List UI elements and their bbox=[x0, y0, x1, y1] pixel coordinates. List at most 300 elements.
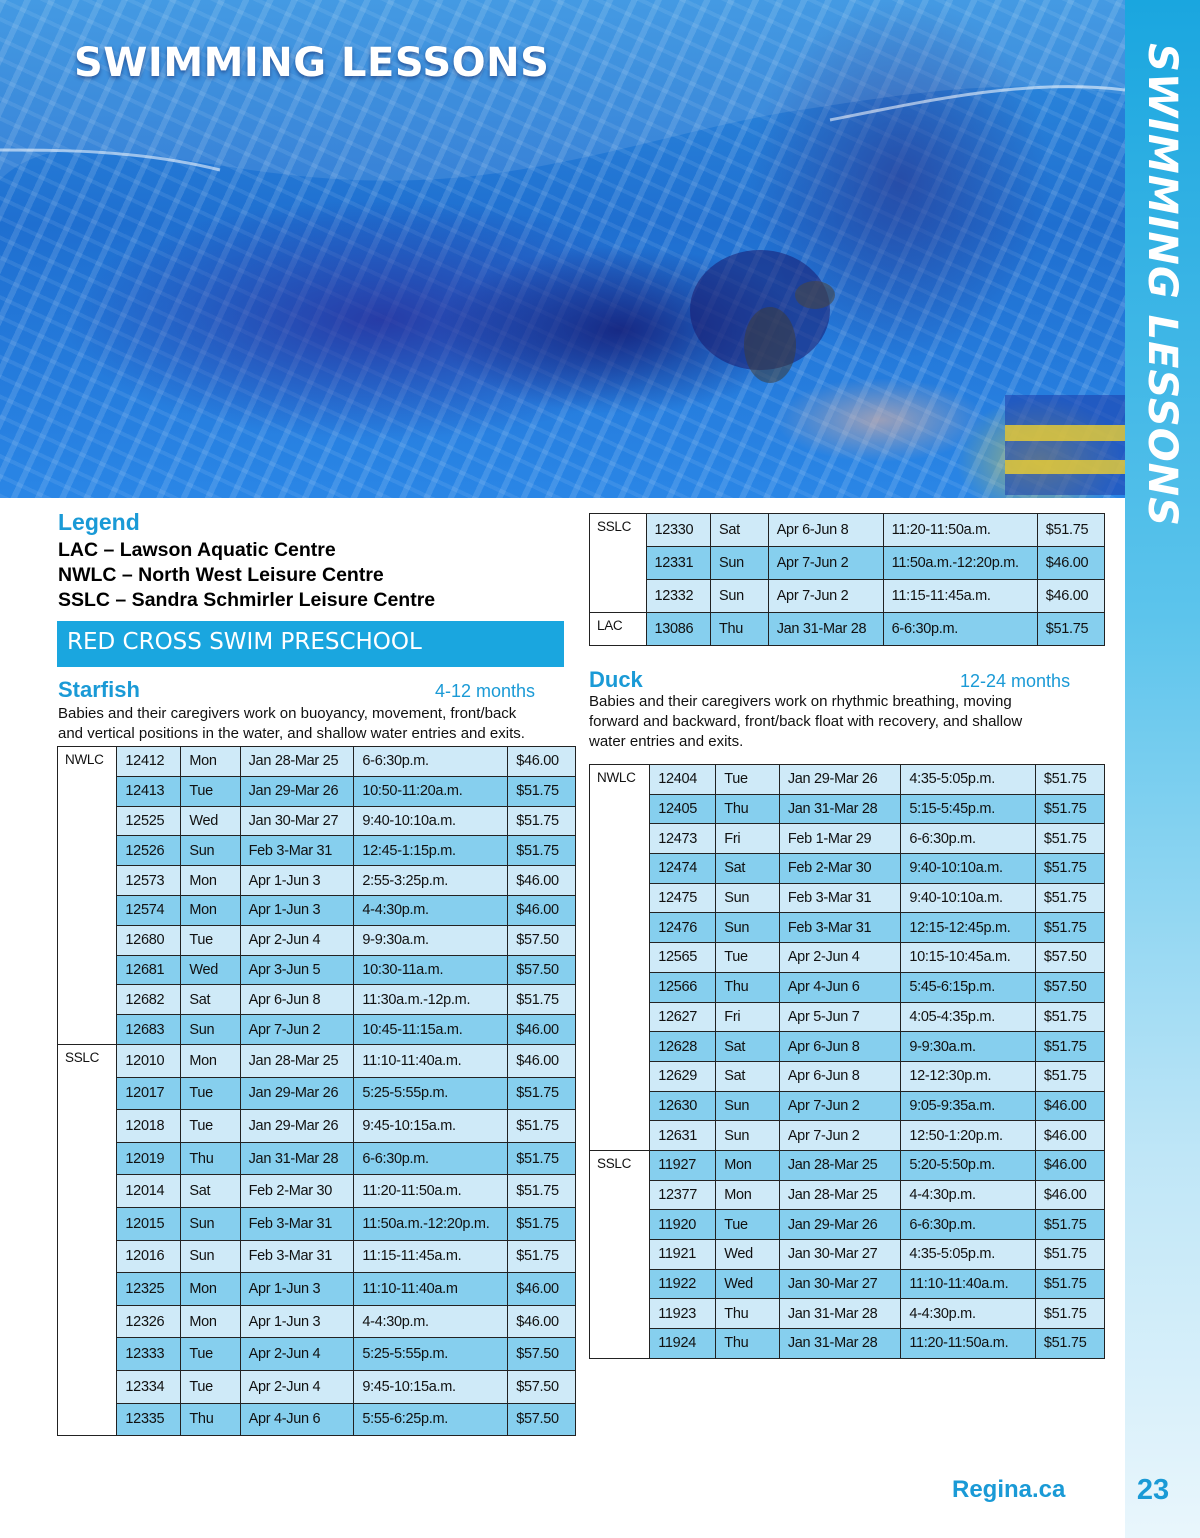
site-url: Regina.ca bbox=[952, 1476, 1066, 1503]
table-row bbox=[58, 866, 576, 896]
date-range-cell: Feb 1-Mar 29 bbox=[779, 824, 901, 854]
date-range-cell: Jan 28-Mar 25 bbox=[779, 1180, 901, 1210]
fee-cell: $51.75 bbox=[508, 1077, 576, 1110]
table-row bbox=[590, 580, 1105, 613]
course-code-cell: 12566 bbox=[650, 972, 716, 1002]
day-cell: Sat bbox=[716, 1061, 780, 1091]
fee-cell: $46.00 bbox=[1035, 1150, 1104, 1180]
time-cell: 11:50a.m.-12:20p.m. bbox=[354, 1207, 508, 1240]
day-cell: Tue bbox=[181, 1077, 240, 1110]
date-range-cell: Feb 3-Mar 31 bbox=[779, 883, 901, 913]
course-code-cell: 12335 bbox=[117, 1403, 181, 1436]
time-cell: 11:10-11:40a.m. bbox=[901, 1269, 1036, 1299]
course-code-cell: 12019 bbox=[117, 1142, 181, 1175]
table-row bbox=[590, 1121, 1105, 1151]
course-code-cell: 12680 bbox=[117, 925, 181, 955]
time-cell: 6-6:30p.m. bbox=[354, 1142, 508, 1175]
day-cell: Sat bbox=[181, 985, 240, 1015]
time-cell: 9:05-9:35a.m. bbox=[901, 1091, 1036, 1121]
fee-cell: $46.00 bbox=[1037, 547, 1104, 580]
course-code-cell: 12681 bbox=[117, 955, 181, 985]
table-row bbox=[590, 1299, 1105, 1329]
table-row bbox=[58, 806, 576, 836]
day-cell: Mon bbox=[181, 866, 240, 896]
date-range-cell: Apr 1-Jun 3 bbox=[240, 866, 354, 896]
table-row bbox=[590, 1032, 1105, 1062]
time-cell: 11:20-11:50a.m. bbox=[354, 1175, 508, 1208]
day-cell: Mon bbox=[716, 1180, 780, 1210]
table-row bbox=[58, 1207, 576, 1240]
course-code-cell: 12333 bbox=[117, 1338, 181, 1371]
location-cell: NWLC bbox=[58, 747, 117, 1045]
day-cell: Thu bbox=[181, 1142, 240, 1175]
course-code-cell: 12474 bbox=[650, 854, 716, 884]
day-cell: Sun bbox=[710, 580, 768, 613]
day-cell: Wed bbox=[181, 806, 240, 836]
day-cell: Thu bbox=[716, 794, 780, 824]
time-cell: 9:45-10:15a.m. bbox=[354, 1370, 508, 1403]
date-range-cell: Feb 3-Mar 31 bbox=[240, 1207, 354, 1240]
time-cell: 5:20-5:50p.m. bbox=[901, 1150, 1036, 1180]
date-range-cell: Jan 29-Mar 26 bbox=[779, 765, 901, 795]
fee-cell: $46.00 bbox=[508, 1273, 576, 1306]
location-cell: NWLC bbox=[590, 765, 650, 1151]
description-line: forward and backward, front/back float with recovery, and shallow bbox=[589, 713, 1023, 730]
fee-cell: $51.75 bbox=[508, 836, 576, 866]
date-range-cell: Apr 4-Jun 6 bbox=[240, 1403, 354, 1436]
time-cell: 2:55-3:25p.m. bbox=[354, 866, 508, 896]
course-code-cell: 12565 bbox=[650, 943, 716, 973]
day-cell: Tue bbox=[716, 943, 780, 973]
fee-cell: $57.50 bbox=[1035, 972, 1104, 1002]
time-cell: 5:15-5:45p.m. bbox=[901, 794, 1036, 824]
course-code-cell: 12332 bbox=[646, 580, 710, 613]
course-code-cell: 12629 bbox=[650, 1061, 716, 1091]
course-code-cell: 13086 bbox=[646, 613, 710, 646]
legend-item-lac: LAC – Lawson Aquatic Centre bbox=[58, 539, 336, 561]
fee-cell: $46.00 bbox=[508, 895, 576, 925]
day-cell: Sat bbox=[716, 1032, 780, 1062]
course-code-cell: 11924 bbox=[650, 1329, 716, 1359]
time-cell: 9:45-10:15a.m. bbox=[354, 1110, 508, 1143]
date-range-cell: Jan 31-Mar 28 bbox=[779, 1329, 901, 1359]
date-range-cell: Jan 31-Mar 28 bbox=[779, 794, 901, 824]
course-code-cell: 12630 bbox=[650, 1091, 716, 1121]
table-row bbox=[590, 1329, 1105, 1359]
time-cell: 11:15-11:45a.m. bbox=[354, 1240, 508, 1273]
course-code-cell: 11923 bbox=[650, 1299, 716, 1329]
course-code-cell: 12682 bbox=[117, 985, 181, 1015]
date-range-cell: Apr 6-Jun 8 bbox=[240, 985, 354, 1015]
date-range-cell: Jan 29-Mar 26 bbox=[240, 776, 354, 806]
date-range-cell: Apr 5-Jun 7 bbox=[779, 1002, 901, 1032]
day-cell: Tue bbox=[181, 1370, 240, 1403]
time-cell: 9-9:30a.m. bbox=[901, 1032, 1036, 1062]
time-cell: 10:50-11:20a.m. bbox=[354, 776, 508, 806]
time-cell: 4:35-5:05p.m. bbox=[901, 765, 1036, 795]
date-range-cell: Apr 7-Jun 2 bbox=[768, 547, 883, 580]
day-cell: Tue bbox=[716, 765, 780, 795]
course-code-cell: 12404 bbox=[650, 765, 716, 795]
day-cell: Sat bbox=[181, 1175, 240, 1208]
fee-cell: $46.00 bbox=[508, 1044, 576, 1077]
day-cell: Sun bbox=[181, 836, 240, 866]
table-row bbox=[58, 1403, 576, 1436]
time-cell: 9:40-10:10a.m. bbox=[901, 883, 1036, 913]
date-range-cell: Jan 31-Mar 28 bbox=[240, 1142, 354, 1175]
day-cell: Sun bbox=[716, 883, 780, 913]
description-line: Babies and their caregivers work on rhythmic breathing, moving bbox=[589, 693, 1012, 710]
course-code-cell: 12412 bbox=[117, 747, 181, 777]
fee-cell: $51.75 bbox=[508, 776, 576, 806]
day-cell: Sun bbox=[716, 1121, 780, 1151]
description-line: and vertical positions in the water, and shallow water entries and exits. bbox=[58, 725, 525, 742]
fee-cell: $46.00 bbox=[1035, 1180, 1104, 1210]
fee-cell: $51.75 bbox=[1035, 854, 1104, 884]
day-cell: Sun bbox=[181, 1207, 240, 1240]
day-cell: Mon bbox=[181, 747, 240, 777]
fee-cell: $57.50 bbox=[1035, 943, 1104, 973]
section-title: RED CROSS SWIM PRESCHOOL bbox=[67, 629, 422, 655]
time-cell: 5:45-6:15p.m. bbox=[901, 972, 1036, 1002]
fee-cell: $46.00 bbox=[1035, 1121, 1104, 1151]
time-cell: 10:15-10:45a.m. bbox=[901, 943, 1036, 973]
table-row bbox=[58, 1110, 576, 1143]
fee-cell: $46.00 bbox=[508, 1305, 576, 1338]
time-cell: 9:40-10:10a.m. bbox=[354, 806, 508, 836]
day-cell: Wed bbox=[181, 955, 240, 985]
date-range-cell: Apr 7-Jun 2 bbox=[779, 1121, 901, 1151]
fee-cell: $51.75 bbox=[1035, 1240, 1104, 1270]
time-cell: 12:15-12:45p.m. bbox=[901, 913, 1036, 943]
fee-cell: $51.75 bbox=[508, 1240, 576, 1273]
section-rule bbox=[57, 665, 564, 667]
course-code-cell: 12331 bbox=[646, 547, 710, 580]
time-cell: 4:05-4:35p.m. bbox=[901, 1002, 1036, 1032]
fee-cell: $51.75 bbox=[1035, 1032, 1104, 1062]
day-cell: Thu bbox=[710, 613, 768, 646]
course-code-cell: 12631 bbox=[650, 1121, 716, 1151]
course-code-cell: 12683 bbox=[117, 1015, 181, 1045]
course-code-cell: 12015 bbox=[117, 1207, 181, 1240]
date-range-cell: Apr 6-Jun 8 bbox=[768, 514, 883, 547]
table-row bbox=[590, 765, 1105, 795]
table-row bbox=[58, 1240, 576, 1273]
time-cell: 11:20-11:50a.m. bbox=[901, 1329, 1036, 1359]
course-code-cell: 12326 bbox=[117, 1305, 181, 1338]
location-cell: SSLC bbox=[590, 1150, 650, 1358]
course-code-cell: 12525 bbox=[117, 806, 181, 836]
day-cell: Tue bbox=[716, 1210, 780, 1240]
day-cell: Fri bbox=[716, 1002, 780, 1032]
level-age-starfish: 4-12 months bbox=[435, 681, 536, 701]
date-range-cell: Feb 2-Mar 30 bbox=[240, 1175, 354, 1208]
table-row bbox=[590, 1061, 1105, 1091]
time-cell: 10:30-11a.m. bbox=[354, 955, 508, 985]
location-cell: SSLC bbox=[58, 1044, 117, 1435]
fee-cell: $51.75 bbox=[1035, 824, 1104, 854]
table-row bbox=[590, 1180, 1105, 1210]
day-cell: Mon bbox=[181, 1044, 240, 1077]
time-cell: 4-4:30p.m. bbox=[354, 895, 508, 925]
table-row bbox=[58, 1044, 576, 1077]
table-row bbox=[590, 547, 1105, 580]
course-code-cell: 12377 bbox=[650, 1180, 716, 1210]
fee-cell: $51.75 bbox=[1035, 1329, 1104, 1359]
day-cell: Tue bbox=[181, 925, 240, 955]
date-range-cell: Jan 28-Mar 25 bbox=[240, 747, 354, 777]
time-cell: 11:30a.m.-12p.m. bbox=[354, 985, 508, 1015]
course-code-cell: 12574 bbox=[117, 895, 181, 925]
day-cell: Thu bbox=[716, 972, 780, 1002]
description-line: Babies and their caregivers work on buoyancy, movement, front/back bbox=[58, 705, 517, 722]
course-code-cell: 12526 bbox=[117, 836, 181, 866]
date-range-cell: Feb 2-Mar 30 bbox=[779, 854, 901, 884]
time-cell: 11:15-11:45a.m. bbox=[883, 580, 1037, 613]
fee-cell: $51.75 bbox=[508, 1207, 576, 1240]
time-cell: 11:10-11:40a.m bbox=[354, 1273, 508, 1306]
day-cell: Sat bbox=[710, 514, 768, 547]
date-range-cell: Jan 29-Mar 26 bbox=[779, 1210, 901, 1240]
legend-item-nwlc: NWLC – North West Leisure Centre bbox=[58, 564, 384, 586]
date-range-cell: Feb 3-Mar 31 bbox=[240, 1240, 354, 1273]
day-cell: Sun bbox=[181, 1240, 240, 1273]
course-code-cell: 12628 bbox=[650, 1032, 716, 1062]
day-cell: Sun bbox=[716, 1091, 780, 1121]
day-cell: Mon bbox=[181, 895, 240, 925]
table-row bbox=[590, 1210, 1105, 1240]
fee-cell: $51.75 bbox=[1035, 1269, 1104, 1299]
date-range-cell: Apr 3-Jun 5 bbox=[240, 955, 354, 985]
fee-cell: $46.00 bbox=[1037, 580, 1104, 613]
date-range-cell: Apr 1-Jun 3 bbox=[240, 1305, 354, 1338]
date-range-cell: Apr 7-Jun 2 bbox=[240, 1015, 354, 1045]
course-code-cell: 12476 bbox=[650, 913, 716, 943]
fee-cell: $46.00 bbox=[508, 747, 576, 777]
course-code-cell: 12475 bbox=[650, 883, 716, 913]
time-cell: 5:55-6:25p.m. bbox=[354, 1403, 508, 1436]
fee-cell: $51.75 bbox=[1035, 765, 1104, 795]
course-code-cell: 11921 bbox=[650, 1240, 716, 1270]
date-range-cell: Jan 28-Mar 25 bbox=[240, 1044, 354, 1077]
table-row bbox=[590, 1091, 1105, 1121]
date-range-cell: Apr 1-Jun 3 bbox=[240, 1273, 354, 1306]
fee-cell: $51.75 bbox=[508, 1142, 576, 1175]
fee-cell: $51.75 bbox=[1035, 913, 1104, 943]
hero-photo bbox=[0, 0, 1125, 498]
course-code-cell: 12325 bbox=[117, 1273, 181, 1306]
fee-cell: $51.75 bbox=[1037, 514, 1104, 547]
fee-cell: $46.00 bbox=[1035, 1091, 1104, 1121]
course-code-cell: 12405 bbox=[650, 794, 716, 824]
course-code-cell: 12413 bbox=[117, 776, 181, 806]
table-row bbox=[58, 1077, 576, 1110]
date-range-cell: Jan 31-Mar 28 bbox=[768, 613, 883, 646]
course-code-cell: 12010 bbox=[117, 1044, 181, 1077]
day-cell: Tue bbox=[181, 1110, 240, 1143]
table-row bbox=[58, 1273, 576, 1306]
day-cell: Sun bbox=[710, 547, 768, 580]
table-row bbox=[590, 794, 1105, 824]
date-range-cell: Jan 31-Mar 28 bbox=[779, 1299, 901, 1329]
table-row bbox=[590, 883, 1105, 913]
table-row bbox=[590, 514, 1105, 547]
course-code-cell: 12018 bbox=[117, 1110, 181, 1143]
day-cell: Wed bbox=[716, 1269, 780, 1299]
date-range-cell: Apr 4-Jun 6 bbox=[779, 972, 901, 1002]
course-code-cell: 12330 bbox=[646, 514, 710, 547]
day-cell: Thu bbox=[716, 1329, 780, 1359]
course-code-cell: 12334 bbox=[117, 1370, 181, 1403]
fee-cell: $57.50 bbox=[508, 955, 576, 985]
fee-cell: $51.75 bbox=[508, 985, 576, 1015]
time-cell: 12:45-1:15p.m. bbox=[354, 836, 508, 866]
location-cell: LAC bbox=[590, 613, 647, 646]
day-cell: Thu bbox=[716, 1299, 780, 1329]
table-row bbox=[58, 1305, 576, 1338]
time-cell: 6-6:30p.m. bbox=[901, 824, 1036, 854]
date-range-cell: Jan 30-Mar 27 bbox=[779, 1240, 901, 1270]
description-line: water entries and exits. bbox=[589, 733, 744, 750]
page-title: SWIMMING LESSONS bbox=[74, 40, 550, 86]
page-number: 23 bbox=[1136, 1474, 1170, 1506]
table-row bbox=[58, 836, 576, 866]
time-cell: 11:50a.m.-12:20p.m. bbox=[883, 547, 1037, 580]
day-cell: Tue bbox=[181, 776, 240, 806]
date-range-cell: Apr 2-Jun 4 bbox=[779, 943, 901, 973]
table-row bbox=[58, 1175, 576, 1208]
schedule-table-starfish bbox=[57, 746, 576, 1436]
table-row bbox=[590, 1002, 1105, 1032]
table-row bbox=[590, 854, 1105, 884]
day-cell: Mon bbox=[716, 1150, 780, 1180]
fee-cell: $51.75 bbox=[1035, 1061, 1104, 1091]
time-cell: 9:40-10:10a.m. bbox=[901, 854, 1036, 884]
fee-cell: $46.00 bbox=[508, 866, 576, 896]
time-cell: 4-4:30p.m. bbox=[901, 1180, 1036, 1210]
date-range-cell: Apr 6-Jun 8 bbox=[779, 1061, 901, 1091]
level-name-starfish: Starfish bbox=[58, 677, 140, 702]
fee-cell: $51.75 bbox=[1037, 613, 1104, 646]
level-name-duck: Duck bbox=[589, 667, 643, 692]
time-cell: 6-6:30p.m. bbox=[901, 1210, 1036, 1240]
location-cell: SSLC bbox=[590, 514, 647, 613]
fee-cell: $51.75 bbox=[1035, 1002, 1104, 1032]
table-row bbox=[58, 1142, 576, 1175]
course-code-cell: 12014 bbox=[117, 1175, 181, 1208]
time-cell: 4-4:30p.m. bbox=[901, 1299, 1036, 1329]
day-cell: Tue bbox=[181, 1338, 240, 1371]
course-code-cell: 12627 bbox=[650, 1002, 716, 1032]
time-cell: 9-9:30a.m. bbox=[354, 925, 508, 955]
table-row bbox=[590, 824, 1105, 854]
date-range-cell: Apr 2-Jun 4 bbox=[240, 1338, 354, 1371]
day-cell: Sat bbox=[716, 854, 780, 884]
time-cell: 5:25-5:55p.m. bbox=[354, 1338, 508, 1371]
fee-cell: $57.50 bbox=[508, 925, 576, 955]
course-code-cell: 12573 bbox=[117, 866, 181, 896]
fee-cell: $46.00 bbox=[508, 1015, 576, 1045]
date-range-cell: Jan 29-Mar 26 bbox=[240, 1077, 354, 1110]
section-banner bbox=[57, 621, 564, 665]
table-row bbox=[58, 925, 576, 955]
table-row bbox=[590, 613, 1105, 646]
fee-cell: $57.50 bbox=[508, 1338, 576, 1371]
table-row bbox=[590, 972, 1105, 1002]
course-code-cell: 12017 bbox=[117, 1077, 181, 1110]
date-range-cell: Apr 1-Jun 3 bbox=[240, 895, 354, 925]
date-range-cell: Apr 7-Jun 2 bbox=[779, 1091, 901, 1121]
fee-cell: $51.75 bbox=[1035, 794, 1104, 824]
time-cell: 11:10-11:40a.m. bbox=[354, 1044, 508, 1077]
table-row bbox=[58, 1370, 576, 1403]
level-description-starfish bbox=[58, 704, 525, 744]
table-row bbox=[590, 1240, 1105, 1270]
fee-cell: $57.50 bbox=[508, 1370, 576, 1403]
time-cell: 6-6:30p.m. bbox=[354, 747, 508, 777]
time-cell: 4-4:30p.m. bbox=[354, 1305, 508, 1338]
legend-item-sslc: SSLC – Sandra Schmirler Leisure Centre bbox=[58, 589, 436, 611]
table-row bbox=[58, 776, 576, 806]
date-range-cell: Apr 2-Jun 4 bbox=[240, 1370, 354, 1403]
course-code-cell: 11920 bbox=[650, 1210, 716, 1240]
table-row bbox=[590, 1150, 1105, 1180]
course-code-cell: 12016 bbox=[117, 1240, 181, 1273]
table-row bbox=[58, 895, 576, 925]
course-code-cell: 11922 bbox=[650, 1269, 716, 1299]
schedule-table-starfish-continued bbox=[589, 513, 1105, 646]
schedule-table-duck bbox=[589, 764, 1105, 1359]
day-cell: Mon bbox=[181, 1305, 240, 1338]
table-row bbox=[590, 1269, 1105, 1299]
table-row bbox=[58, 985, 576, 1015]
day-cell: Fri bbox=[716, 824, 780, 854]
time-cell: 12-12:30p.m. bbox=[901, 1061, 1036, 1091]
date-range-cell: Jan 29-Mar 26 bbox=[240, 1110, 354, 1143]
date-range-cell: Feb 3-Mar 31 bbox=[240, 836, 354, 866]
date-range-cell: Jan 28-Mar 25 bbox=[779, 1150, 901, 1180]
date-range-cell: Apr 6-Jun 8 bbox=[779, 1032, 901, 1062]
day-cell: Sun bbox=[181, 1015, 240, 1045]
date-range-cell: Jan 30-Mar 27 bbox=[240, 806, 354, 836]
course-code-cell: 11927 bbox=[650, 1150, 716, 1180]
date-range-cell: Apr 2-Jun 4 bbox=[240, 925, 354, 955]
table-row bbox=[58, 1338, 576, 1371]
day-cell: Sun bbox=[716, 913, 780, 943]
date-range-cell: Feb 3-Mar 31 bbox=[779, 913, 901, 943]
time-cell: 11:20-11:50a.m. bbox=[883, 514, 1037, 547]
side-title: SWIMMING LESSONS bbox=[1139, 43, 1185, 527]
fee-cell: $51.75 bbox=[1035, 1299, 1104, 1329]
table-row bbox=[58, 955, 576, 985]
table-row bbox=[58, 1015, 576, 1045]
legend-heading: Legend bbox=[58, 509, 140, 535]
time-cell: 6-6:30p.m. bbox=[883, 613, 1037, 646]
time-cell: 10:45-11:15a.m. bbox=[354, 1015, 508, 1045]
date-range-cell: Jan 30-Mar 27 bbox=[779, 1269, 901, 1299]
course-code-cell: 12473 bbox=[650, 824, 716, 854]
date-range-cell: Apr 7-Jun 2 bbox=[768, 580, 883, 613]
time-cell: 5:25-5:55p.m. bbox=[354, 1077, 508, 1110]
table-row bbox=[590, 913, 1105, 943]
time-cell: 4:35-5:05p.m. bbox=[901, 1240, 1036, 1270]
fee-cell: $51.75 bbox=[508, 1110, 576, 1143]
day-cell: Mon bbox=[181, 1273, 240, 1306]
time-cell: 12:50-1:20p.m. bbox=[901, 1121, 1036, 1151]
fee-cell: $51.75 bbox=[508, 1175, 576, 1208]
day-cell: Thu bbox=[181, 1403, 240, 1436]
table-row bbox=[590, 943, 1105, 973]
